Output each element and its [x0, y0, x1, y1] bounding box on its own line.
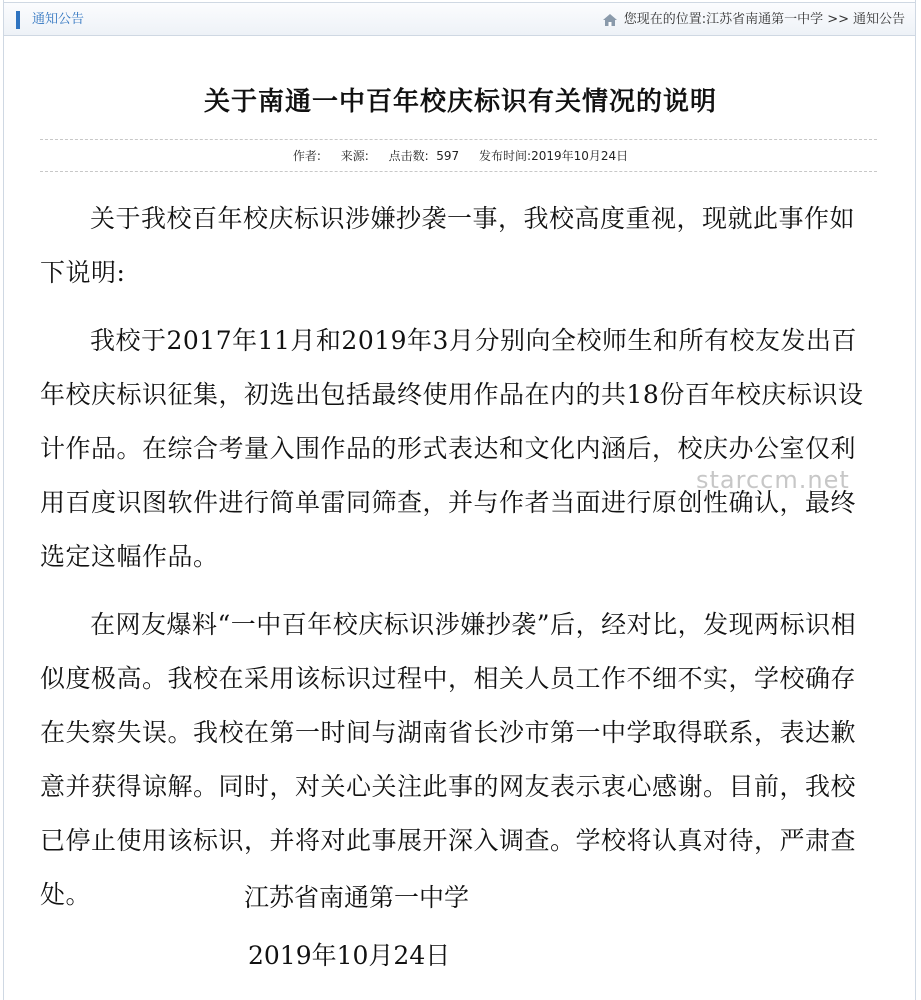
top-bar	[3, 2, 916, 36]
article-body	[40, 192, 880, 936]
meta-hits: 点击数: 597	[388, 149, 460, 163]
watermark-text: starccm.net	[696, 466, 850, 494]
meta-divider	[40, 171, 877, 172]
section-marker	[16, 11, 20, 29]
meta-source: 来源:	[340, 149, 369, 163]
home-icon[interactable]	[602, 13, 618, 27]
breadcrumb-school-link[interactable]: 江苏省南通第一中学	[706, 12, 824, 27]
signature-school: 江苏省南通第一中学	[244, 883, 470, 912]
section-title-link[interactable]: 通知公告	[32, 12, 85, 27]
breadcrumb	[602, 11, 905, 29]
meta-date: 发布时间:2019年10月24日	[479, 149, 629, 163]
hits-value: 597	[436, 149, 460, 163]
signature-date: 2019年10月24日	[248, 941, 451, 970]
date-value: 2019年10月24日	[531, 149, 629, 163]
article-meta	[0, 148, 921, 164]
paragraph-background: 我校于2017年11月和2019年3月分别向全校师生和所有校友发出百年校庆标识征集，初选出包括最终使用作品在内的共18份百年校庆标识设计作品。在综合考量入围作品的形式表达和文化内涵后，校庆办公室仅利用百度识图软件进行简单雷同筛查，并与作者当面进行原创性确认，最终选定这幅作品。	[40, 326, 864, 571]
paragraph-response: 在网友爆料“一中百年校庆标识涉嫌抄袭”后，经对比，发现两标识相似度极高。我校在采用该标识过程中，相关人员工作不细不实，学校确存在失察失误。我校在第一时间与湖南省长沙市第一中学取得联系，表达歉意并获得谅解。同时，对关心关注此事的网友表示衷心感谢。目前，我校已停止使用该标识，并将对此事展开深入调查。学校将认真对待，严肃查处。	[40, 610, 857, 909]
article-title: 关于南通一中百年校庆标识有关情况的说明	[203, 87, 717, 117]
title-divider	[40, 139, 877, 140]
location-label: 您现在的位置:	[623, 12, 707, 27]
meta-author: 作者:	[292, 149, 321, 163]
breadcrumb-current-link[interactable]: 通知公告	[852, 12, 905, 27]
breadcrumb-separator: >>	[827, 12, 849, 27]
paragraph-intro: 关于我校百年校庆标识涉嫌抄袭一事，我校高度重视，现就此事作如下说明:	[40, 204, 856, 287]
